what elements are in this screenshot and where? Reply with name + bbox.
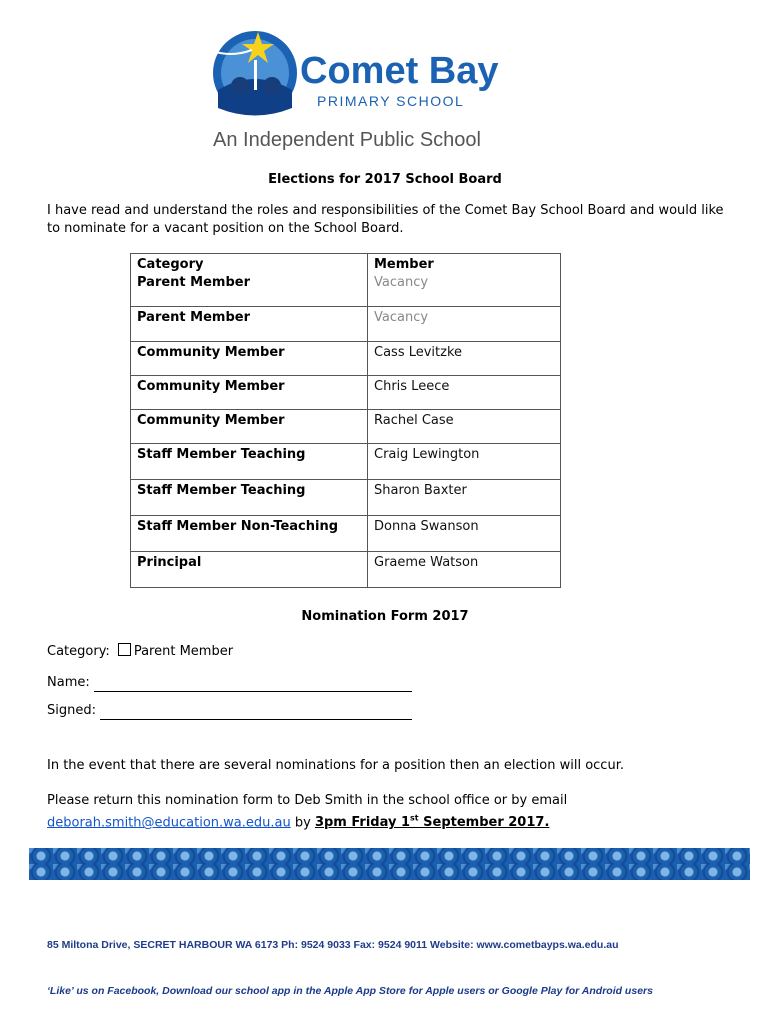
name-label: Name: — [47, 675, 90, 690]
board-table-body — [131, 254, 561, 588]
member-cell — [368, 342, 561, 376]
return-text: Please return this nomination form to Deb Smith in the school office or by email — [47, 793, 568, 808]
member-text: Rachel Case — [374, 413, 454, 428]
category-cell — [131, 307, 368, 342]
member-cell — [368, 480, 561, 516]
page-title: Elections for 2017 School Board — [268, 172, 502, 187]
member-text: Cass Levitzke — [374, 345, 463, 360]
category-cell — [131, 444, 368, 480]
return-instructions — [47, 792, 567, 832]
category-cell — [131, 410, 368, 444]
signature-input-line[interactable] — [100, 705, 412, 720]
deadline-start: 3pm Friday 1 — [314, 815, 411, 831]
category-cell — [131, 342, 368, 376]
member-text: Vacancy — [374, 275, 429, 290]
member-cell — [368, 552, 561, 588]
member-cell — [368, 307, 561, 342]
category-text: Community Member — [137, 413, 285, 428]
member-cell — [368, 444, 561, 480]
signed-field — [47, 702, 412, 720]
table-row — [131, 410, 561, 444]
table-row — [131, 307, 561, 342]
category-text: Parent Member — [137, 275, 251, 290]
footer-address: 85 Miltona Drive, SECRET HARBOUR WA 6173 Ph: 9524 9033 Fax: 9524 9011 Website: www.cometbayps.wa.edu.au — [47, 939, 619, 951]
category-text: Parent Member — [137, 310, 251, 325]
member-cell — [368, 516, 561, 552]
member-cell — [368, 254, 561, 307]
category-text: Staff Member Non-Teaching — [137, 519, 339, 534]
email-link[interactable]: deborah.smith@education.wa.edu.au — [47, 815, 291, 831]
school-logo — [210, 28, 510, 153]
logo-name: Comet Bay — [300, 50, 499, 92]
table-row — [131, 444, 561, 480]
member-text: Donna Swanson — [374, 519, 479, 534]
parent-member-checkbox[interactable] — [118, 643, 131, 656]
table-row — [131, 342, 561, 376]
election-note: In the event that there are several nominations for a position then an election will occur. — [47, 758, 624, 773]
deadline-end: September 2017. — [418, 815, 550, 831]
deadline-ordinal: st — [410, 814, 419, 823]
deadline — [315, 815, 549, 830]
member-text: Sharon Baxter — [374, 483, 467, 498]
category-text: Community Member — [137, 379, 285, 394]
category-cell — [131, 480, 368, 516]
member-text: Graeme Watson — [374, 555, 479, 570]
category-text: Staff Member Teaching — [137, 483, 306, 498]
category-header: Category — [137, 257, 204, 272]
category-cell — [131, 552, 368, 588]
category-field — [47, 643, 233, 661]
name-input-line[interactable] — [94, 677, 412, 692]
member-text: Vacancy — [374, 310, 429, 325]
member-header: Member — [374, 257, 434, 272]
name-field — [47, 674, 412, 692]
category-cell — [131, 516, 368, 552]
category-text: Staff Member Teaching — [137, 447, 306, 462]
category-label: Category: — [47, 644, 110, 659]
board-table — [130, 253, 561, 588]
table-row — [131, 480, 561, 516]
signed-label: Signed: — [47, 703, 96, 718]
member-cell — [368, 410, 561, 444]
category-text: Community Member — [137, 345, 285, 360]
member-text: Chris Leece — [374, 379, 450, 394]
category-text: Principal — [137, 555, 202, 570]
category-cell — [131, 376, 368, 410]
comet-bay-logo-emblem — [210, 28, 510, 153]
table-row — [131, 552, 561, 588]
member-text: Craig Lewington — [374, 447, 480, 462]
logo-tagline: An Independent Public School — [213, 129, 481, 151]
logo-subname: PRIMARY SCHOOL — [317, 93, 465, 109]
form-title: Nomination Form 2017 — [301, 609, 469, 624]
footer-social: ‘Like’ us on Facebook, Download our school app in the Apple App Store for Apple users or Google Play for Android users — [47, 985, 653, 997]
table-row — [131, 516, 561, 552]
by-text: by — [294, 815, 311, 831]
table-row — [131, 376, 561, 410]
category-cell — [131, 254, 368, 307]
decorative-star-banner — [29, 848, 750, 880]
intro-paragraph: I have read and understand the roles and responsibilities of the Comet Bay School Board and would like to nominate for a vacant position on the School Board. — [47, 203, 724, 236]
table-row — [131, 254, 561, 307]
category-option-label: Parent Member — [133, 644, 234, 659]
member-cell — [368, 376, 561, 410]
